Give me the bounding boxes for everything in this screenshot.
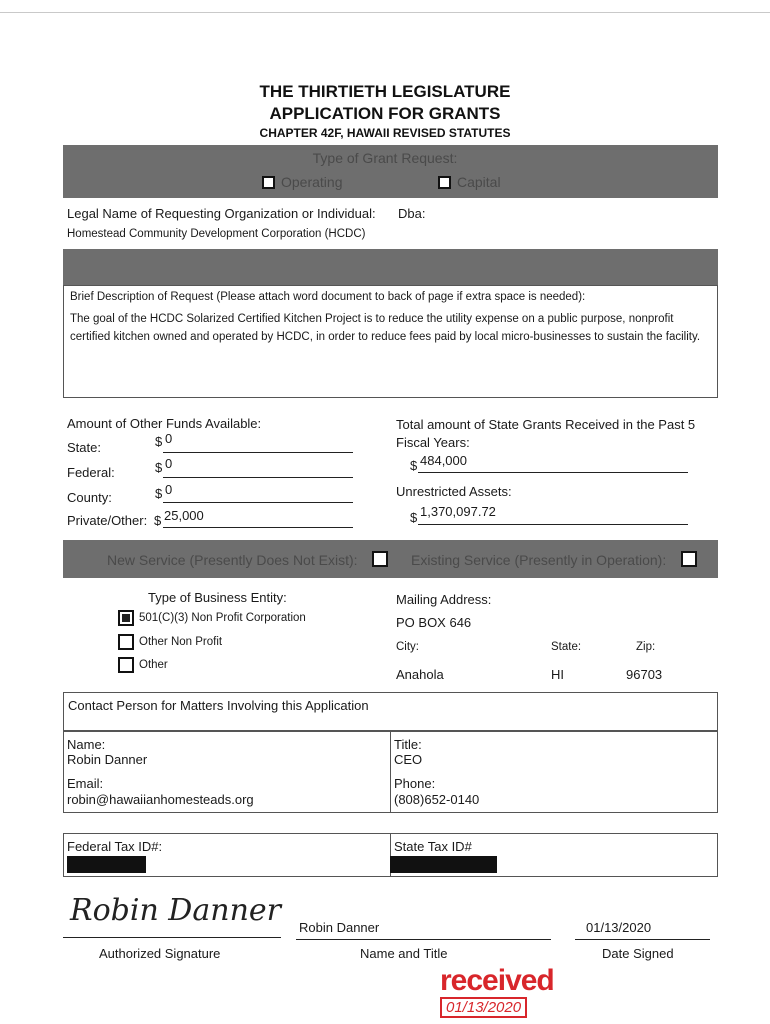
date-signed-value: 01/13/2020 — [586, 920, 652, 935]
capital-label: Capital — [457, 174, 501, 190]
unrestricted-assets-label: Unrestricted Assets: — [396, 484, 512, 499]
private-funds-value: 25,000 — [164, 508, 204, 523]
entity-other-label: Other — [139, 659, 168, 671]
unrestricted-assets-value: 1,370,097.72 — [420, 504, 496, 519]
county-funds-value: 0 — [165, 482, 173, 497]
state-currency: $ — [155, 434, 163, 449]
state-grants-underline — [418, 472, 688, 473]
operating-option[interactable] — [262, 174, 342, 190]
description-label: Brief Description of Request (Please attach word document to back of page if extra space is needed): — [70, 291, 586, 303]
signature-image: Robin Danner — [70, 893, 281, 928]
name-title-label: Name and Title — [360, 946, 448, 961]
city-label: City: — [396, 641, 419, 653]
federal-underline — [163, 477, 353, 478]
contact-email-value: robin@hawaiianhomesteads.org — [67, 792, 254, 807]
contact-email-label: Email: — [67, 776, 104, 791]
top-edge-line — [0, 12, 770, 13]
signer-name-value: Robin Danner — [299, 920, 380, 935]
state-funds-value: 0 — [165, 431, 173, 446]
county-currency: $ — [155, 486, 163, 501]
federal-funds-value: 0 — [165, 456, 173, 471]
received-stamp-date: 01/13/2020 — [440, 997, 527, 1018]
zip-value: 96703 — [626, 667, 663, 682]
contact-title: Contact Person for Matters Involving this Application — [68, 698, 369, 713]
contact-divider — [390, 731, 391, 813]
received-stamp: received — [440, 964, 554, 997]
entity-option-other[interactable] — [118, 657, 168, 673]
unrestricted-underline — [418, 524, 688, 525]
application-title: APPLICATION FOR GRANTS — [269, 104, 501, 123]
capital-checkbox[interactable] — [438, 176, 451, 189]
private-underline — [163, 527, 353, 528]
operating-checkbox[interactable] — [262, 176, 275, 189]
zip-label: Zip: — [636, 641, 656, 653]
county-funds-label: County: — [67, 490, 112, 505]
county-underline — [163, 502, 353, 503]
contact-name-label: Name: — [67, 737, 106, 752]
contact-title-value: CEO — [394, 752, 423, 767]
entity-option-other-nonprofit[interactable] — [118, 634, 222, 650]
authorized-signature-label: Authorized Signature — [99, 946, 221, 961]
legal-name-value: Homestead Community Development Corporation (HCDC) — [67, 228, 366, 240]
entity-501c3-label: 501(C)(3) Non Profit Corporation — [139, 612, 306, 624]
state-grants-value: 484,000 — [420, 453, 467, 468]
contact-title-label: Title: — [394, 737, 422, 752]
dark-band — [63, 249, 718, 285]
federal-tax-label: Federal Tax ID#: — [67, 839, 163, 854]
state-tax-label: State Tax ID# — [394, 839, 472, 854]
contact-phone-label: Phone: — [394, 776, 436, 791]
other-funds-label: Amount of Other Funds Available: — [67, 416, 262, 431]
entity-other-nonprofit-checkbox[interactable] — [118, 634, 134, 650]
state-funds-label: State: — [67, 440, 101, 455]
new-service-label: New Service (Presently Does Not Exist): — [107, 552, 358, 568]
legal-name-label: Legal Name of Requesting Organization or Individual: — [67, 206, 376, 221]
new-service-checkbox[interactable] — [372, 551, 388, 567]
mailing-state-label: State: — [551, 641, 582, 653]
entity-other-nonprofit-label: Other Non Profit — [139, 636, 223, 648]
private-funds-label: Private/Other: — [67, 513, 148, 528]
legislature-title: THE THIRTIETH LEGISLATURE — [259, 82, 511, 101]
existing-service-checkbox[interactable] — [681, 551, 697, 567]
state-underline — [163, 452, 353, 453]
city-value: Anahola — [396, 667, 444, 682]
date-signed-label: Date Signed — [602, 946, 674, 961]
contact-phone-value: (808)652-0140 — [394, 792, 480, 807]
state-grants-currency: $ — [410, 458, 418, 473]
entity-501c3-checkbox[interactable] — [118, 610, 134, 626]
federal-funds-label: Federal: — [67, 465, 115, 480]
capital-option[interactable] — [438, 174, 501, 190]
entity-other-checkbox[interactable] — [118, 657, 134, 673]
mailing-state-value: HI — [551, 667, 564, 682]
operating-label: Operating — [281, 174, 343, 190]
dba-label: Dba: — [398, 206, 426, 221]
entity-option-501c3[interactable] — [118, 610, 306, 626]
state-tax-redaction — [390, 856, 497, 873]
business-entity-title: Type of Business Entity: — [148, 590, 287, 605]
name-underline — [296, 939, 551, 940]
mailing-address-value: PO BOX 646 — [396, 615, 472, 630]
mailing-address-title: Mailing Address: — [396, 592, 492, 607]
signature-underline — [63, 937, 281, 938]
existing-service-label: Existing Service (Presently in Operation): — [411, 552, 667, 568]
private-currency: $ — [154, 513, 162, 528]
unrestricted-currency: $ — [410, 510, 418, 525]
contact-name-value: Robin Danner — [67, 752, 148, 767]
state-grants-label: Total amount of State Grants Received in the Past 5 Fiscal Years: — [396, 417, 696, 450]
grant-type-title: Type of Grant Request: — [312, 150, 458, 166]
date-underline — [575, 939, 710, 940]
federal-currency: $ — [155, 460, 163, 475]
chapter-subtitle: CHAPTER 42F, HAWAII REVISED STATUTES — [259, 126, 511, 140]
federal-tax-redaction — [67, 856, 146, 873]
description-text: The goal of the HCDC Solarized Certified Kitchen Project is to reduce the utility expense on a public purpose, nonprofit certified kitchen owned and operated by HCDC, in order to reduce fees paid by local micro-businesses to sustain the facility. — [70, 313, 701, 343]
